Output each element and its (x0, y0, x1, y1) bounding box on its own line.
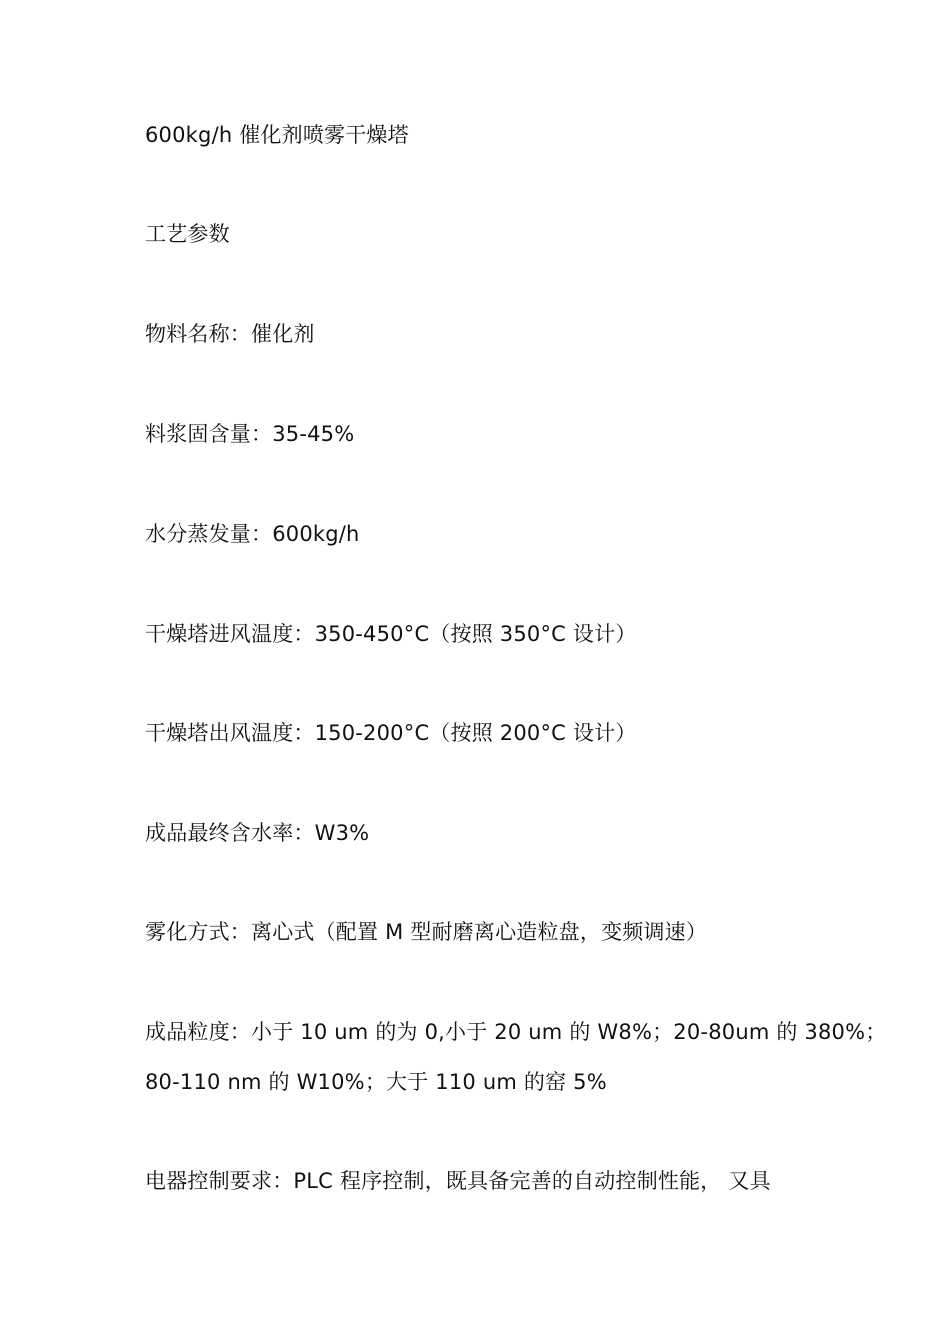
document-title: 600kg/h 催化剂喷雾干燥塔 (145, 123, 409, 147)
paragraph-particle-size: 成品粒度：小于 10 um 的为 0,小于 20 um 的 W8%；20-80um 的 380%； (145, 1020, 887, 1044)
paragraph-electrical-control: 电器控制要求：PLC 程序控制，既具备完善的自动控制性能， 又具 (145, 1169, 771, 1193)
paragraph-moisture-content: 成品最终含水率：W3% (145, 821, 370, 845)
paragraph-atomization: 雾化方式：离心式（配置 M 型耐磨离心造粒盘，变频调速） (145, 920, 708, 944)
paragraph-slurry-solids: 料浆固含量：35-45% (145, 422, 355, 446)
paragraph-evaporation: 水分蒸发量：600kg/h (145, 522, 360, 546)
paragraph-particle-size-continued: 80-110 nm 的 W10%；大于 110 um 的窑 5% (145, 1070, 607, 1094)
section-heading: 工艺参数 (145, 222, 230, 246)
paragraph-inlet-temperature: 干燥塔进风温度：350-450°C（按照 350°C 设计） (145, 622, 637, 646)
paragraph-outlet-temperature: 干燥塔出风温度：150-200°C（按照 200°C 设计） (145, 721, 637, 745)
paragraph-material-name: 物料名称：催化剂 (145, 322, 315, 346)
